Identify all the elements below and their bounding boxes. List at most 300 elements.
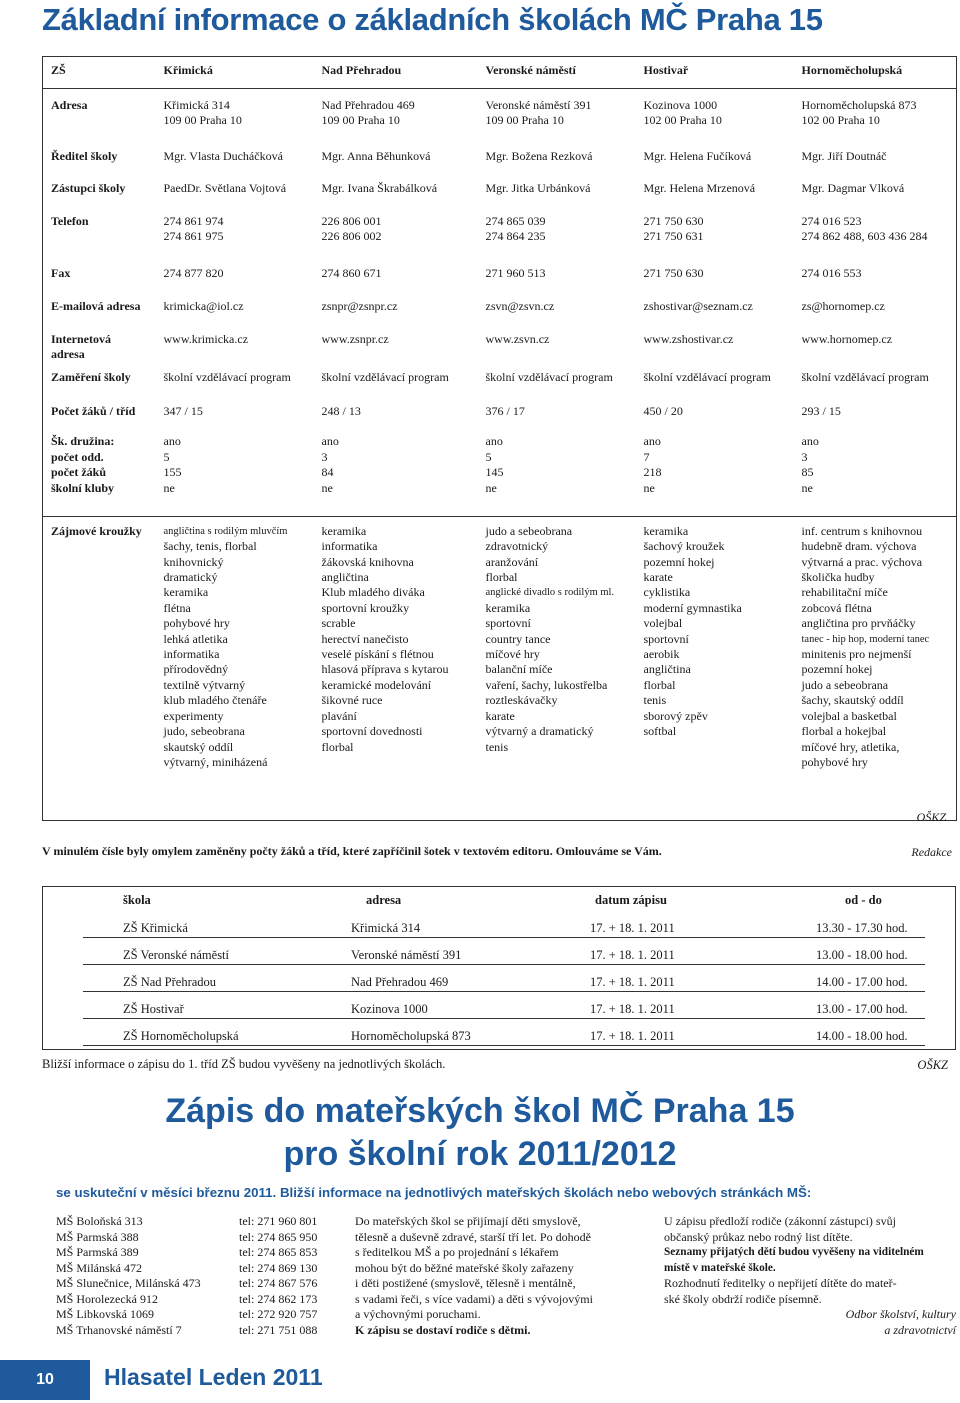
text-line-bold: K zápisu se dostaví rodiče s dětmi.: [355, 1322, 531, 1337]
cell-line: školní vzdělávací program: [643, 370, 771, 385]
enrollment-cell: Kozinova 1000: [351, 1002, 428, 1016]
row-label-line: počet odd.: [51, 449, 104, 464]
krouzek-item: roztleskávačky: [485, 693, 558, 708]
table-row: [43, 258, 957, 291]
table-cell: [794, 428, 957, 516]
krouzek-item: moderní gymnastika: [643, 600, 742, 615]
table-cell: [156, 324, 314, 363]
table-cell: [794, 89, 957, 141]
krouzky-cell: [478, 516, 636, 820]
correction-notice: V minulém čísle byly omylem zaměněny počty žáků a tříd, které zapříčinil šotek v textovém editoru. Omlouváme se Vám.: [42, 844, 662, 858]
cell-line: školní vzdělávací program: [485, 370, 613, 385]
table-cell: [636, 324, 794, 363]
signature-redakce: Redakce: [911, 845, 952, 859]
cell-line: ano: [485, 434, 503, 449]
krouzek-item: šikovné ruce: [321, 693, 383, 708]
cell-line: ne: [801, 480, 813, 495]
krouzek-item: balanční míče: [485, 662, 553, 677]
krouzek-item: informatika: [163, 647, 220, 662]
ms-phone: tel: 274 865 853: [239, 1245, 318, 1259]
table-row: [43, 141, 957, 173]
cell-line: Nad Přehradou 469: [321, 98, 415, 112]
krouzek-item: hudebně dram. výchova: [801, 539, 917, 554]
krouzek-item: klub mladého čtenáře: [163, 693, 267, 708]
table-cell: [478, 173, 636, 206]
cell-line: ano: [643, 434, 661, 449]
cell-line: Veronské náměstí 391: [485, 98, 592, 112]
table-cell: [314, 206, 478, 258]
cell-line: Mgr. Jitka Urbánková: [485, 180, 591, 195]
krouzek-item: plavání: [321, 708, 357, 723]
krouzek-item: pozemní hokej: [643, 554, 715, 569]
krouzek-item: přírodovědný: [163, 662, 229, 677]
krouzek-item: míčové hry: [485, 647, 540, 662]
table-cell: [794, 324, 957, 363]
krouzek-item: žákovská knihovna: [321, 554, 414, 569]
cell-line: ano: [321, 434, 339, 449]
krouzek-item: inf. centrum s knihovnou: [801, 523, 923, 538]
enrollment-cell: Křimická 314: [351, 921, 421, 935]
cell-line: 248 / 13: [321, 404, 361, 419]
krouzek-item: textilně výtvarný: [163, 677, 246, 692]
ms-phone: tel: 271 960 801: [239, 1214, 318, 1228]
table-cell: [156, 141, 314, 173]
table-cell: [636, 362, 794, 396]
krouzek-item: flétna: [163, 600, 191, 615]
enrollment-cell: 14.00 - 17.00 hod.: [816, 975, 908, 989]
row-label: Internetová adresa: [51, 331, 111, 361]
table-cell: [314, 428, 478, 516]
krouzek-item: keramika: [321, 523, 367, 538]
krouzek-item: keramika: [485, 600, 531, 615]
table-cell: [314, 89, 478, 141]
ms-title-line-1: Zápis do mateřských škol MČ Praha 15: [165, 1092, 795, 1130]
krouzek-item: karate: [643, 570, 673, 585]
krouzek-item: sportovní dovednosti: [321, 724, 423, 739]
krouzek-item: výtvarná a prac. výchova: [801, 554, 923, 569]
text-line: Rozhodnutí ředitelky o nepřijetí dítěte do mateř-: [664, 1276, 897, 1290]
cell-line: www.zshostivar.cz: [643, 331, 734, 346]
krouzek-item: judo a sebeobrana: [485, 523, 573, 538]
header-cell: ZŠ: [43, 57, 156, 89]
text-line: s ředitelkou MŠ a po projednání s lékařem: [355, 1245, 559, 1259]
krouzek-item: tanec - hip hop, moderní tanec: [801, 633, 930, 645]
row-label-line: školní kluby: [51, 480, 115, 495]
cell-line: 5: [485, 449, 492, 464]
krouzek-item: cyklistika: [643, 585, 691, 600]
ms-school-list: [56, 1214, 201, 1338]
cell-line: 347 / 15: [163, 404, 203, 419]
cell-line: Mgr. Ivana Škrabálková: [321, 180, 438, 195]
krouzek-item: tenis: [485, 739, 509, 754]
text-line: mohou být do běžné mateřské školy zařazeny: [355, 1260, 574, 1275]
cell-line: 85: [801, 465, 814, 480]
cell-line: Mgr. Dagmar Vlková: [801, 180, 905, 195]
krouzek-item: pohybové hry: [801, 754, 868, 769]
ms-school-name: MŠ Milánská 472: [56, 1260, 143, 1275]
ms-phone: tel: 274 862 173: [239, 1291, 318, 1306]
table-row: [43, 173, 957, 206]
krouzek-item: skautský oddíl: [163, 739, 234, 754]
cell-line: 274 016 523: [801, 213, 862, 228]
krouzek-item: judo a sebeobrana: [801, 677, 889, 692]
krouzek-item: angličtina pro prvňáčky: [801, 616, 916, 631]
krouzek-item: florbal: [485, 570, 518, 585]
header-cell: Hostivař: [636, 57, 794, 89]
table-cell: [314, 173, 478, 206]
enrollment-note: Bližší informace o zápisu do 1. tříd ZŠ budou vyvěšeny na jednotlivých školách.: [42, 1057, 446, 1071]
cell-line: 274 861 974: [163, 213, 224, 228]
krouzek-item: softbal: [643, 724, 677, 739]
krouzek-item: pozemní hokej: [801, 662, 873, 677]
krouzek-item: míčové hry, atletika,: [801, 739, 900, 754]
cell-line: Kozinova 1000: [643, 98, 718, 112]
header-cell: Křimická: [156, 57, 314, 89]
table-cell: [636, 89, 794, 141]
krouzek-item: šachový kroužek: [643, 539, 725, 554]
krouzek-item: volejbal: [643, 616, 683, 631]
ms-school-name: MŠ Parmská 388: [56, 1229, 139, 1244]
row-label: [43, 428, 156, 516]
row-label: E-mailová adresa: [51, 298, 141, 313]
cell-line: www.hornomep.cz: [801, 331, 893, 346]
header-cell: Nad Přehradou: [314, 57, 478, 89]
enrollment-cell: 17. + 18. 1. 2011: [590, 921, 675, 935]
krouzek-item: lehká atletika: [163, 631, 228, 646]
table-row: [43, 362, 957, 396]
table-cell: [314, 141, 478, 173]
table-cell: [636, 141, 794, 173]
table-cell: [156, 173, 314, 206]
cell-line: 109 00 Praha 10: [163, 113, 242, 128]
krouzek-item: sportovní: [643, 631, 689, 646]
cell-line: 271 960 513: [485, 265, 546, 280]
krouzek-item: aranžování: [485, 554, 539, 569]
cell-line: školní vzdělávací program: [321, 370, 449, 385]
signature-oskz: OŠKZ: [916, 810, 946, 824]
cell-line: Mgr. Helena Mrzenová: [643, 180, 756, 195]
ms-phone-list: [239, 1214, 317, 1338]
cell-line: 7: [643, 449, 650, 464]
ms-phone: tel: 274 865 950: [239, 1229, 318, 1244]
krouzky-cell: [636, 516, 794, 820]
enrollment-cell: Nad Přehradou 469: [351, 975, 449, 989]
krouzek-item: informatika: [321, 539, 378, 554]
enrollment-cell: 17. + 18. 1. 2011: [590, 1029, 675, 1043]
table-cell: [794, 173, 957, 206]
table-row: [43, 89, 957, 141]
table-row-krouzky: [43, 516, 957, 820]
table-cell: [636, 258, 794, 291]
cell-line: 271 750 631: [643, 228, 704, 243]
text-line: tělesně a duševně zdravé, starší tří let. Po dohodě: [355, 1229, 591, 1244]
signature-line: Odbor školství, kultury: [845, 1307, 956, 1321]
text-line: s vadami řeči, s více vadami) a děti s vývojovými: [355, 1291, 593, 1306]
table-cell: [794, 396, 957, 428]
table-cell: [156, 89, 314, 141]
row-label: Telefon: [51, 213, 89, 228]
krouzek-item: karate: [485, 708, 515, 723]
krouzek-item: minitenis pro nejmenší: [801, 647, 912, 662]
cell-line: zs@hornomep.cz: [801, 298, 885, 313]
krouzek-item: tenis: [643, 693, 667, 708]
header-cell: Hornoměcholupská: [794, 57, 957, 89]
text-line: ské školy obdrží rodiče písemně.: [664, 1291, 822, 1306]
enrollment-row: [83, 945, 925, 965]
enrollment-cell: 17. + 18. 1. 2011: [590, 975, 675, 989]
krouzek-item: florbal: [321, 739, 354, 754]
cell-line: 274 877 820: [163, 265, 224, 280]
enrollment-cell: Hornoměcholupská 873: [351, 1029, 471, 1043]
header-cell: Veronské náměstí: [478, 57, 636, 89]
cell-line: Mgr. Anna Běhunková: [321, 148, 431, 163]
cell-line: www.zsnpr.cz: [321, 331, 389, 346]
krouzek-item: pohybové hry: [163, 616, 230, 631]
ms-school-name: MŠ Parmská 389: [56, 1245, 139, 1259]
ms-admission-text: [355, 1214, 647, 1338]
cell-line: 155: [163, 465, 182, 480]
table-row: [43, 428, 957, 516]
enrollment-cell: 14.00 - 18.00 hod.: [816, 1029, 908, 1043]
cell-line: 274 862 488, 603 436 284: [801, 228, 928, 243]
krouzek-item: sportovní kroužky: [321, 600, 410, 615]
text-line: U zápisu předloží rodiče (zákonní zástupci) svůj: [664, 1214, 896, 1228]
cell-line: www.krimicka.cz: [163, 331, 249, 346]
cell-line: 218: [643, 465, 662, 480]
cell-line: ano: [801, 434, 819, 449]
cell-line: 145: [485, 465, 504, 480]
table-cell: [478, 324, 636, 363]
enrollment-cell: ZŠ Hornoměcholupská: [123, 1029, 239, 1043]
table-row: [43, 206, 957, 258]
cell-line: 109 00 Praha 10: [321, 113, 400, 128]
table-cell: [794, 206, 957, 258]
ms-phone: tel: 274 869 130: [239, 1260, 318, 1275]
text-line-bold: místě v mateřské škole.: [664, 1261, 776, 1274]
ms-phone: tel: 271 751 088: [239, 1322, 318, 1337]
table-cell: [636, 428, 794, 516]
signature-oskz: OŠKZ: [917, 1058, 948, 1072]
row-label: Adresa: [51, 98, 88, 112]
enrollment-row: [83, 1026, 925, 1046]
cell-line: 226 806 002: [321, 228, 382, 243]
cell-line: 226 806 001: [321, 213, 382, 228]
cell-line: 102 00 Praha 10: [643, 113, 722, 128]
table-cell: [314, 258, 478, 291]
enrollment-cell: ZŠ Hostivař: [123, 1002, 184, 1016]
krouzek-item: zdravotnický: [485, 539, 549, 554]
table-row: [43, 291, 957, 324]
enrollment-table: [42, 886, 956, 1050]
table-cell: [156, 291, 314, 324]
text-line: Do mateřských škol se přijímají děti smyslově,: [355, 1214, 581, 1228]
krouzek-item: výtvarný a dramatický: [485, 724, 594, 739]
krouzek-item: angličtina s rodilým mluvčím: [163, 525, 288, 537]
krouzek-item: angličtina: [321, 570, 369, 585]
table-cell: [478, 89, 636, 141]
krouzek-item: anglické divadlo s rodilým ml.: [485, 587, 615, 599]
row-label-line: Šk. družina:: [51, 434, 115, 449]
cell-line: 5: [163, 449, 170, 464]
krouzek-item: country tance: [485, 631, 551, 646]
krouzek-item: florbal: [643, 677, 676, 692]
table-cell: [156, 396, 314, 428]
signature-line: a zdravotnictví: [884, 1322, 956, 1337]
enrollment-cell: 13.30 - 17.30 hod.: [816, 921, 908, 935]
row-label: Zaměření školy: [51, 370, 131, 385]
krouzek-item: keramické modelování: [321, 677, 432, 692]
table-cell: [478, 291, 636, 324]
cell-line: www.zsvn.cz: [485, 331, 550, 346]
enrollment-row: [83, 999, 925, 1019]
enrollment-cell: 17. + 18. 1. 2011: [590, 1002, 675, 1016]
krouzek-item: keramika: [163, 585, 209, 600]
table-cell: [794, 291, 957, 324]
krouzky-cell: [794, 516, 957, 820]
table-cell: [794, 258, 957, 291]
table-cell: [478, 362, 636, 396]
enrollment-header: [43, 893, 955, 911]
cell-line: ne: [485, 480, 497, 495]
cell-line: zshostivar@seznam.cz: [643, 298, 753, 313]
cell-line: 3: [801, 449, 808, 464]
cell-line: 274 016 553: [801, 265, 862, 280]
cell-line: 274 861 975: [163, 228, 224, 243]
cell-line: ne: [163, 480, 175, 495]
cell-line: 274 864 235: [485, 228, 546, 243]
cell-line: 109 00 Praha 10: [485, 113, 564, 128]
table-cell: [478, 141, 636, 173]
cell-line: 450 / 20: [643, 404, 683, 419]
ms-phone: tel: 274 867 576: [239, 1276, 318, 1290]
table-cell: [314, 396, 478, 428]
enrollment-row: [83, 918, 925, 938]
cell-line: Mgr. Božena Rezková: [485, 148, 593, 163]
cell-line: školní vzdělávací program: [163, 370, 291, 385]
table-cell: [478, 428, 636, 516]
table-cell: [794, 141, 957, 173]
cell-line: Mgr. Jiří Doutnáč: [801, 148, 887, 163]
cell-line: zsnpr@zsnpr.cz: [321, 298, 398, 313]
cell-line: 274 865 039: [485, 213, 546, 228]
krouzek-item: školička hudby: [801, 570, 875, 585]
cell-line: ne: [643, 480, 655, 495]
table-cell: [156, 428, 314, 516]
krouzek-item: dramatický: [163, 570, 218, 585]
cell-line: 3: [321, 449, 328, 464]
ms-school-name: MŠ Boloňská 313: [56, 1214, 143, 1228]
text-line: i děti postižené (smyslově, tělesně i mentálně,: [355, 1276, 576, 1290]
text-line: občanský průkaz nebo rodný list dítěte.: [664, 1229, 853, 1244]
cell-line: 271 750 630: [643, 265, 704, 280]
ms-phone: tel: 272 920 757: [239, 1307, 318, 1321]
cell-line: Hornoměcholupská 873: [801, 98, 917, 112]
header-od-do: od - do: [845, 893, 882, 907]
enrollment-cell: Veronské náměstí 391: [351, 948, 462, 962]
row-label: Zástupci školy: [51, 180, 126, 195]
table-cell: [478, 396, 636, 428]
cell-line: 271 750 630: [643, 213, 704, 228]
krouzek-item: judo, sebeobrana: [163, 724, 245, 739]
krouzek-item: knihovnický: [163, 554, 224, 569]
krouzek-item: florbal a hokejbal: [801, 724, 887, 739]
enrollment-row: [83, 972, 925, 992]
krouzek-item: veselé pískání s flétnou: [321, 647, 434, 662]
krouzek-item: experimenty: [163, 708, 224, 723]
text-line-bold: Seznamy přijatých dětí budou vyvěšeny na viditelném: [664, 1246, 924, 1258]
cell-line: zsvn@zsvn.cz: [485, 298, 555, 313]
table-cell: [636, 173, 794, 206]
row-label: Zájmové kroužky: [43, 516, 156, 820]
table-cell: [636, 206, 794, 258]
ms-school-name: MŠ Slunečnice, Milánská 473: [56, 1276, 201, 1290]
table-row: [43, 396, 957, 428]
krouzek-item: výtvarný, miniházená: [163, 754, 268, 769]
krouzek-item: aerobik: [643, 647, 680, 662]
cell-line: Křimická 314: [163, 98, 230, 112]
table-cell: [156, 206, 314, 258]
krouzek-item: keramika: [643, 523, 689, 538]
enrollment-cell: ZŠ Veronské náměstí: [123, 948, 230, 962]
cell-line: 84: [321, 465, 334, 480]
krouzek-item: scrable: [321, 616, 356, 631]
school-info-table: [42, 56, 957, 821]
table-cell: [156, 258, 314, 291]
krouzek-item: angličtina: [643, 662, 691, 677]
ms-school-name: MŠ Trhanovské náměstí 7: [56, 1322, 182, 1337]
table-cell: [314, 291, 478, 324]
enrollment-cell: ZŠ Nad Přehradou: [123, 975, 217, 989]
header-skola: škola: [123, 893, 151, 907]
krouzek-item: sborový zpěv: [643, 708, 708, 723]
text-line: a výchovnými poruchami.: [355, 1307, 481, 1321]
row-label: Ředitel školy: [51, 148, 118, 163]
cell-line: 274 860 671: [321, 265, 382, 280]
krouzky-cell: [156, 516, 314, 820]
enrollment-cell: 13.00 - 18.00 hod.: [816, 948, 908, 962]
krouzek-item: vaření, šachy, lukostřelba: [485, 677, 608, 692]
table-row: [43, 324, 957, 363]
cell-line: 293 / 15: [801, 404, 841, 419]
cell-line: 376 / 17: [485, 404, 525, 419]
ms-subtitle: se uskuteční v měsíci březnu 2011. Bližší informace na jednotlivých mateřských školách nebo webových stránkách MŠ:: [56, 1185, 812, 1200]
footer-brand: Hlasatel Leden 2011: [104, 1364, 323, 1390]
table-cell: [478, 206, 636, 258]
cell-line: krimicka@iol.cz: [163, 298, 244, 313]
cell-line: Mgr. Helena Fučíková: [643, 148, 752, 163]
enrollment-cell: 17. + 18. 1. 2011: [590, 948, 675, 962]
cell-line: ano: [163, 434, 181, 449]
enrollment-cell: ZŠ Křimická: [123, 921, 188, 935]
table-header-row: [43, 57, 957, 89]
krouzek-item: sportovní: [485, 616, 531, 631]
page-title: Základní informace o základních školách MČ Praha 15: [42, 2, 823, 37]
table-cell: [314, 324, 478, 363]
page-number: 10: [0, 1360, 90, 1400]
cell-line: školní vzdělávací program: [801, 370, 929, 385]
ms-admission-docs: [664, 1214, 956, 1338]
cell-line: PaedDr. Světlana Vojtová: [163, 180, 287, 195]
krouzek-item: zobcová flétna: [801, 600, 872, 615]
ms-title-line-2: pro školní rok 2011/2012: [283, 1135, 677, 1173]
header-datum: datum zápisu: [595, 893, 667, 907]
table-cell: [794, 362, 957, 396]
table-cell: [314, 362, 478, 396]
cell-line: 102 00 Praha 10: [801, 113, 880, 128]
krouzek-item: herectví nanečisto: [321, 631, 409, 646]
ms-school-name: MŠ Horolezecká 912: [56, 1291, 158, 1306]
table-cell: [636, 291, 794, 324]
